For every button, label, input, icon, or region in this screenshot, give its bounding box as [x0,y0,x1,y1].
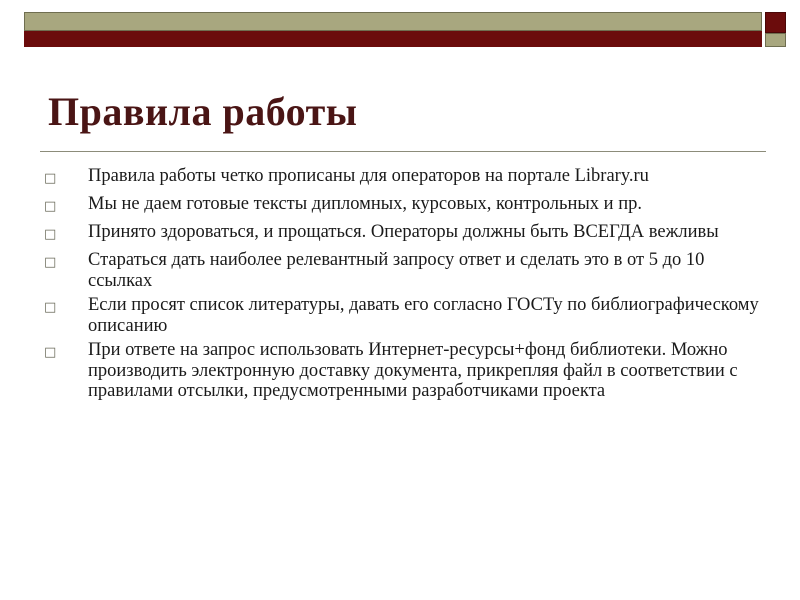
bullet-text: Правила работы четко прописаны для операторов на портале Library.ru [88,166,649,186]
list-item [44,340,764,402]
header-bar-olive [24,12,762,31]
hollow-square-bullet-icon: □ [44,199,57,214]
hollow-square-bullet-icon: □ [44,300,57,315]
list-item [44,295,764,336]
header-bar-maroon [24,31,762,47]
hollow-square-bullet-icon: □ [44,345,57,360]
header-square-maroon [765,12,786,33]
hollow-square-bullet-icon: □ [44,255,57,270]
list-item [44,166,764,190]
bullet-text: Если просят список литературы, давать его согласно ГОСТу по библиографическому описанию [88,295,759,336]
list-item [44,250,764,291]
bullet-text: Мы не даем готовые тексты дипломных, курсовых, контрольных и пр. [88,194,642,214]
bullet-text: Стараться дать наиболее релевантный запросу ответ и сделать это в от 5 до 10 ссылках [88,250,705,291]
bullet-list [44,166,764,406]
bullet-text: Принято здороваться, и прощаться. Операторы должны быть ВСЕГДА вежливы [88,222,719,242]
hollow-square-bullet-icon: □ [44,227,57,242]
title-divider [40,151,766,152]
bullet-text: При ответе на запрос использовать Интернет-ресурсы+фонд библиотеки. Можно производить электронную доставку документа, прикрепляя файл в соответствии с правилами отсылки, предусмотренными разработчиками проекта [88,340,738,401]
list-item [44,222,764,246]
slide-title: Правила работы [48,89,358,134]
hollow-square-bullet-icon: □ [44,171,57,186]
header-square-olive [765,33,786,47]
list-item [44,194,764,218]
